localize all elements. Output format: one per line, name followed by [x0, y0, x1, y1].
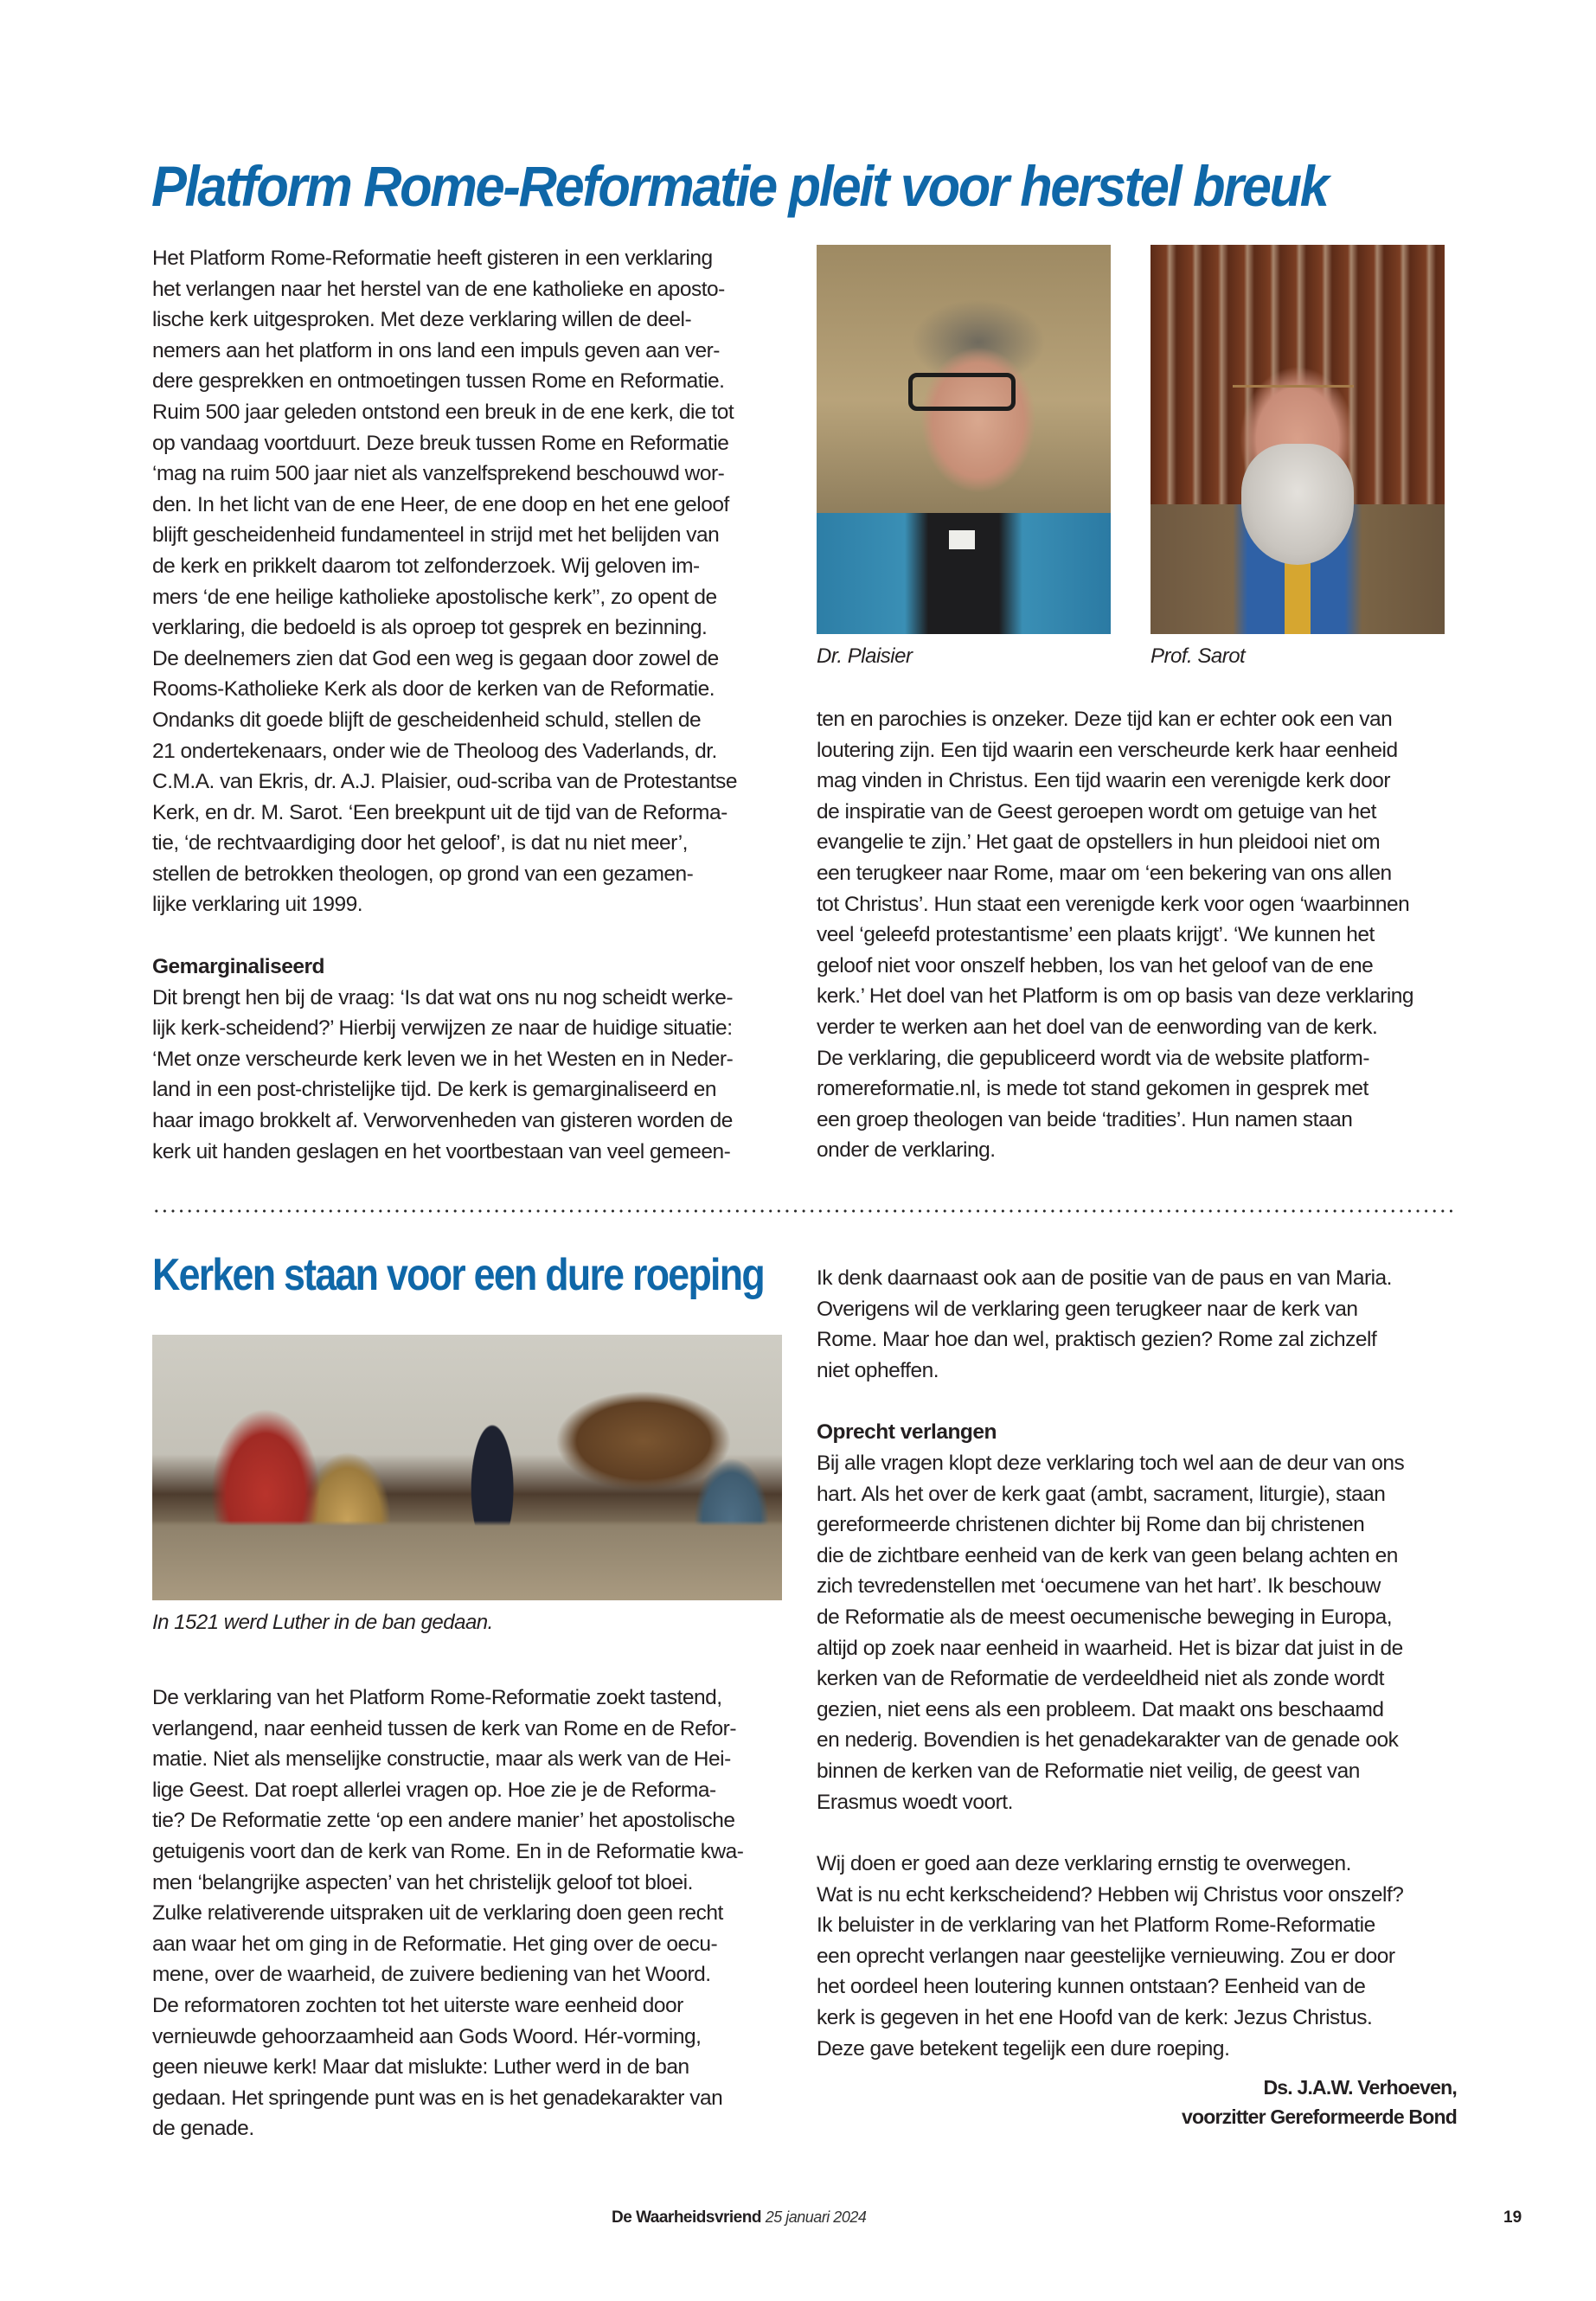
- issue-date: 25 januari 2024: [765, 2208, 867, 2226]
- article-2-column-left: [152, 1682, 792, 2144]
- photo-dr-plaisier: [817, 245, 1111, 634]
- paragraph-gap: [152, 920, 792, 952]
- article-2-headline: Kerken staan voor een dure roeping: [152, 1250, 764, 1300]
- magazine-name: De Waarheidsvriend: [612, 2208, 761, 2227]
- subheading-gemarginaliseerd: Gemarginaliseerd: [152, 955, 324, 979]
- photo-detail-clerical-collar: [949, 530, 975, 549]
- dotted-section-divider: [152, 1209, 1457, 1213]
- photo-detail-beard: [1241, 444, 1354, 565]
- subheading-oprecht-verlangen: Oprecht verlangen: [817, 1420, 997, 1445]
- photo-detail-glasses: [1233, 385, 1354, 426]
- article-1-intro-paragraph: Het Platform Rome-Reformatie heeft gisteren in een verklaring het verlangen naar het herstel van de ene katholieke en aposto- lische kerk uitgesproken. Met deze verklaring willen de deel- nemers aan het platform in ons land een impuls geven aan ver- dere gesprekken en ontmoetingen tussen Rome en Reformatie. Ruim 500 jaar geleden ontstond een breuk in de ene kerk, die tot op vandaag voortduurt. Deze breuk tussen Rome en Reformatie ‘mag na ruim 500 jaar niet als vanzelfsprekend beschouwd wor- den. In het licht van de ene Heer, de ene doop en het ene geloof blijft gescheidenheid fundamenteel in strijd met het belijden van de kerk en prikkelt daarom tot zelfonderzoek. Wij geloven im- mers ‘de ene heilige katholieke apostolische kerk’’, zo opent de verklaring, die bedoeld is als oproep tot gesprek en bezinning. De deelnemers zien dat God een weg is gegaan door zowel de Rooms-Katholieke Kerk als door de kerken van de Reformatie. Ondanks dit goede blijft de gescheidenheid schuld, stellen de 21 ondertekenaars, onder wie de Theoloog des Vaderlands, dr. C.M.A. van Ekris, dr. A.J. Plaisier, oud-scriba van de Protestantse Kerk, en dr. M. Sarot. ‘Een breekpunt uit de tijd van de Reforma- tie, ‘de rechtvaardiging door het geloof’, is dat nu niet meer’, stellen de betrokken theologen, op grond van een gezamen- lijke verklaring uit 1999.: [152, 247, 737, 917]
- photo-detail-glasses: [908, 373, 1016, 411]
- article-1-paragraph-2: Dit brengt hen bij de vraag: ‘Is dat wat ons nu nog scheidt werke- lijk kerk-scheidend?’ Hierbij verwijzen ze naar de huidige situatie: ‘Met onze verscheurde kerk leven we in het Westen en in Neder- land in een post-christelijke tijd. De kerk is gemarginaliseerd en haar imago brokkelt af. Verworvenheden van gisteren worden de kerk uit handen geslagen en het voortbestaan van veel gemeen-: [152, 985, 734, 1163]
- photo-prof-sarot: [1151, 245, 1445, 634]
- painting-luther-diet-of-worms: [152, 1335, 782, 1600]
- article-2-paragraph-3: Bij alle vragen klopt deze verklaring toch wel aan de deur van ons hart. Als het over de kerk gaat (ambt, sacrament, liturgie), staan gereformeerde christenen dichter bij Rome dan bij christenen die de zichtbare eenheid van de kerk van geen belang achten en zich tevredenstellen met ‘oecumene van het hart’. Ik beschouw de Reformatie als de meest oecumenische beweging in Europa, altijd op zoek naar eenheid in waarheid. Het is bizar dat juist in de kerken van de Reformatie de verdeeldheid niet als zonde wordt gezien, niet eens als een probleem. Dat maakt ons beschaamd en nederig. Bovendien is het genadekarakter van de genade ook binnen de kerken van de Reformatie niet veilig, de geest van Erasmus woedt voort.: [817, 1451, 1405, 1814]
- article-1-headline: Platform Rome-Reformatie pleit voor herstel breuk: [151, 154, 1328, 218]
- article-2-paragraph-4: Wij doen er goed aan deze verklaring ernstig te overwegen. Wat is nu echt kerkscheidend? Hebben wij Christus voor onszelf? Ik beluister in de verklaring van het Platform Rome-Reformatie een oprecht verlangen naar geestelijke vernieuwing. Zou er door het oordeel heen loutering kunnen ontstaan? Eenheid van de kerk is gegeven in het ene Hoofd van de kerk: Jezus Christus. Deze gave betekent tegelijk een dure roeping.: [817, 1852, 1404, 2061]
- author-signature: [1182, 2073, 1457, 2131]
- article-1-column-right: [817, 704, 1457, 1166]
- paragraph-gap: [817, 1386, 1457, 1417]
- photo-caption-plaisier: Dr. Plaisier: [817, 644, 913, 668]
- painting-caption: In 1521 werd Luther in de ban gedaan.: [152, 1611, 493, 1634]
- article-1-paragraph-3: ten en parochies is onzeker. Deze tijd kan er echter ook een van loutering zijn. Een tijd waarin een verscheurde kerk haar eenheid mag vinden in Christus. Een tijd waarin een verenigde kerk door de inspiratie van de Geest geroepen wordt om getuige van het evangelie te zijn.’ Het gaat de opstellers in hun pleidooi niet om een terugkeer naar Rome, maar om ‘een bekering van ons allen tot Christus’. Hun staat een verenigde kerk voor ogen ‘waarbinnen veel ‘geleefd protestantisme’ een plaats krijgt’. ‘We kunnen het geloof niet voor onszelf hebben, los van het geloof van de ene kerk.’ Het doel van het Platform is om op basis van deze verklaring verder te werken aan het doel van de eenwording van de kerk. De verklaring, die gepubliceerd wordt via de website platform- romereformatie.nl, is mede tot stand gekomen in gesprek met een groep theologen van beide ‘tradities’. Hun namen staan onder de verklaring.: [817, 708, 1414, 1163]
- page-footer: [612, 2208, 866, 2227]
- page-number: 19: [1503, 2208, 1522, 2227]
- author-role: voorzitter Gereformeerde Bond: [1181, 2106, 1457, 2128]
- article-2-paragraph-1: De verklaring van het Platform Rome-Reformatie zoekt tastend, verlangend, naar eenheid tussen de kerk van Rome en de Refor- matie. Niet als menselijke constructie, maar als werk van de Hei- lige Geest. Dat roept allerlei vragen op. Hoe zie je de Reforma- tie? De Reformatie zette ‘op een andere manier’ het apostolische getuigenis voort dan de kerk van Rome. En in de Reformatie kwa- men ‘belangrijke aspecten’ van het christelijk geloof tot bloei. Zulke relativerende uitspraken uit de verklaring doen geen recht aan waar het om ging in de Reformatie. Het ging over de oecu- mene, over de waarheid, de zuivere bediening van het Woord. De reformatoren zochten tot het uiterste ware eenheid door vernieuwde gehoorzaamheid aan Gods Woord. Hér-vorming, geen nieuwe kerk! Maar dat mislukte: Luther werd in de ban gedaan. Het springende punt was en is het genadekarakter van de genade.: [152, 1686, 744, 2141]
- article-2-paragraph-2: Ik denk daarnaast ook aan de positie van de paus en van Maria. Overigens wil de verklaring geen terugkeer naar de kerk van Rome. Maar hoe dan wel, praktisch gezien? Rome zal zichzelf niet opheffen.: [817, 1266, 1392, 1382]
- author-name: Ds. J.A.W. Verhoeven,: [1263, 2076, 1457, 2099]
- photo-caption-sarot: Prof. Sarot: [1151, 644, 1246, 668]
- article-1-column-left: [152, 243, 792, 1167]
- paragraph-gap: [817, 1817, 1457, 1849]
- article-2-column-right: [817, 1263, 1457, 2064]
